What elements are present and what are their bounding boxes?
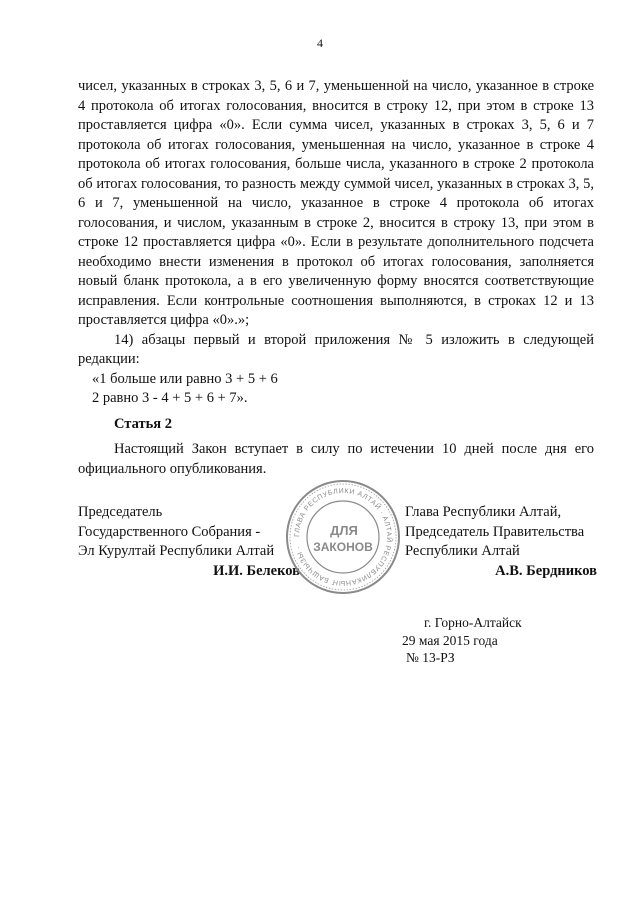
- issue-date: 29 мая 2015 года: [402, 632, 498, 648]
- document-body: [78, 77, 594, 479]
- issue-place: г. Горно-Алтайск: [424, 615, 522, 630]
- issue-details: [396, 614, 522, 667]
- signature-title-line: Республики Алтай: [405, 543, 520, 559]
- stamp-seal-icon: [284, 478, 402, 596]
- article-heading: Статья 2: [114, 415, 172, 432]
- formula-line-1: «1 больше или равно 3 + 5 + 6: [92, 370, 278, 387]
- stamp-outer-text: ГЛАВА РЕСПУБЛИКИ АЛТАЙ · АЛТАЙ РЕСПУБЛИКАНЫҤ БАШЧЫЗЫ ·: [293, 487, 393, 587]
- formula-block: [78, 370, 594, 409]
- signature-title-line: Эл Курултай Республики Алтай: [78, 543, 275, 559]
- paragraph-item-14: 14) абзацы первый и второй приложения № 5 изложить в следующей редакции:: [78, 331, 594, 367]
- signature-name: И.И. Белеков: [213, 562, 300, 579]
- signature-title-line: Государственного Собрания -: [78, 523, 261, 540]
- formula-line-2: 2 равно 3 - 4 + 5 + 6 + 7».: [92, 390, 248, 406]
- issue-number: № 13-РЗ: [406, 650, 455, 665]
- signature-head-of-republic: [405, 503, 597, 581]
- stamp-center-bottom: ЗАКОНОВ: [313, 540, 373, 554]
- paragraph-continuation: чисел, указанных в строках 3, 5, 6 и 7, уменьшенной на число, указанное в строке 4 протокола об итогах голосования, вносится в строку 12, при этом в строке 13 проставляется цифра «0». Если сумма чисел, указанных в строках 3, 5, 6 и 7 протокола об итогах голосования, уменьшенная на число, указанное в строке 4 протокола об итогах голосования, больше числа, указанного в строке 2 протокола об итогах голосования, то разность между суммой чисел, указанных в строках 3, 5, 6 и 7, уменьшенной на число, указанное в строке 4 протокола об итогах голосования, и числом, указанным в строке 2, вносится в строку 13, при этом в строке 12 проставляется цифра «0». Если в результате дополнительного подсчета необходимо внести изменения в протокол об итогах голосования, заполняется новый бланк протокола, а в его увеличенную форму вносятся соответствующие исправления. Если контрольные соотношения выполняются, в строках 12 и 13 проставляется цифра «0».»;: [78, 78, 594, 328]
- page-number: 4: [317, 36, 323, 50]
- signature-title-line: Председатель Правительства: [405, 523, 585, 540]
- signature-title-line: Председатель: [78, 504, 163, 520]
- paragraph-effective-date: Настоящий Закон вступает в силу по истечении 10 дней после дня его официального опубликования.: [78, 441, 594, 477]
- signature-chairman: [78, 503, 300, 581]
- signature-title-line: Глава Республики Алтай,: [405, 504, 562, 520]
- stamp-center-top: ДЛЯ: [330, 523, 358, 538]
- signature-name: А.В. Бердников: [495, 562, 597, 579]
- official-stamp: [284, 478, 402, 596]
